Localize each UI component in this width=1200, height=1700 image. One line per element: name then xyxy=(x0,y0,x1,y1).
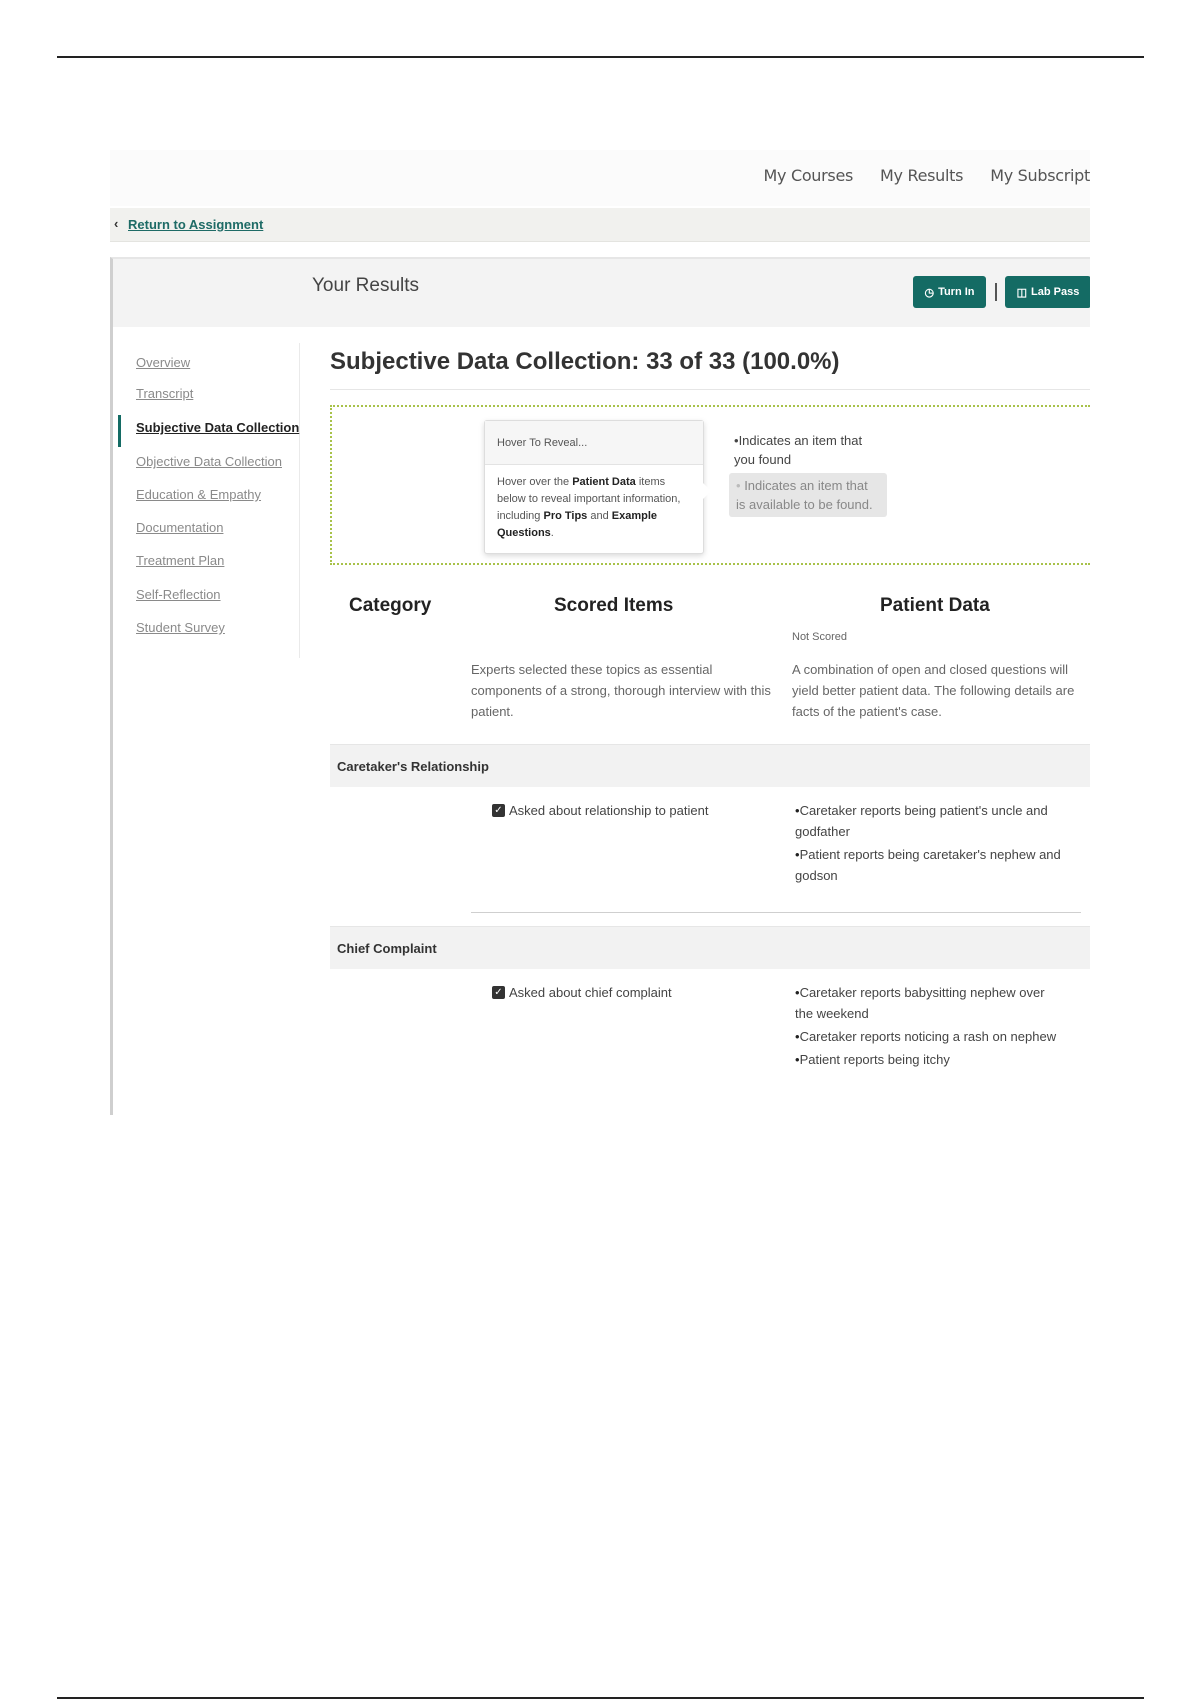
tooltip-bold: Example Questions xyxy=(497,510,658,539)
sidebar-item-overview[interactable]: Overview xyxy=(136,355,191,370)
lab-pass-label: Lab Pass xyxy=(1031,286,1080,298)
scored-items-description: Experts selected these topics as essential components of a strong, thorough interview with this patient. xyxy=(471,662,771,719)
results-sidebar xyxy=(118,343,300,658)
active-indicator xyxy=(118,415,121,447)
page-title: Your Results xyxy=(312,275,420,296)
scored-item xyxy=(492,803,708,818)
return-bar xyxy=(110,208,1090,242)
legend-box xyxy=(330,405,1090,565)
scored-item xyxy=(492,985,672,1000)
legend-found-text: Indicates an item that you found xyxy=(734,433,863,467)
turn-in-button[interactable] xyxy=(913,276,986,308)
patient-data-item[interactable]: • Patient reports being caretaker's nephew and godson xyxy=(795,844,1065,886)
column-header-scored-items: Scored Items xyxy=(554,595,674,616)
scored-item-label: Asked about relationship to patient xyxy=(509,803,709,818)
section-title: Subjective Data Collection: 33 of 33 (100.0%) xyxy=(330,348,840,375)
tooltip-text: Hover over the xyxy=(497,476,573,488)
sidebar-item-self-reflection[interactable]: Self-Reflection xyxy=(136,587,221,602)
column-header-category: Category xyxy=(349,595,432,616)
patient-data-item[interactable]: • Caretaker reports being patient's uncle and godfather xyxy=(795,800,1065,842)
checkbox-checked-icon: ✓ xyxy=(492,804,505,817)
lab-pass-button[interactable] xyxy=(1005,276,1090,308)
category-row-header: Caretaker's Relationship xyxy=(330,744,1090,787)
sidebar-item-subjective-data-collection[interactable]: Subjective Data Collection xyxy=(136,420,300,435)
patient-data-item[interactable]: • Patient reports being itchy xyxy=(795,1049,1065,1070)
checkbox-checked-icon: ✓ xyxy=(492,986,505,999)
title-divider xyxy=(330,389,1090,390)
chevron-left-icon: ‹ xyxy=(114,216,119,231)
nav-my-courses[interactable]: My Courses xyxy=(763,166,854,185)
page-bottom-rule xyxy=(57,1697,1144,1699)
category-row-header: Chief Complaint xyxy=(330,926,1090,969)
sidebar-item-treatment-plan[interactable]: Treatment Plan xyxy=(136,553,225,568)
patient-data-list xyxy=(795,982,1065,1072)
document-icon: ◫ xyxy=(1016,286,1028,299)
sidebar-item-documentation[interactable]: Documentation xyxy=(136,520,224,535)
tooltip-text: items below to reveal important information, including xyxy=(497,476,681,522)
hover-tooltip xyxy=(484,420,704,554)
patient-data-description: A combination of open and closed questions will yield better patient data. The following details are facts of the patient's case. xyxy=(792,662,1075,719)
tooltip-arrow xyxy=(703,483,711,499)
tooltip-title: Hover To Reveal... xyxy=(485,421,703,465)
button-divider xyxy=(995,283,997,301)
tooltip-text: and xyxy=(587,510,612,522)
sidebar-item-objective-data-collection[interactable]: Objective Data Collection xyxy=(136,454,282,469)
legend-available-text: Indicates an item that is available to be found. xyxy=(736,478,873,512)
not-scored-label: Not Scored xyxy=(792,631,848,643)
bullet-icon: • xyxy=(736,478,741,493)
legend-found xyxy=(734,431,884,469)
sidebar-item-transcript[interactable]: Transcript xyxy=(136,386,194,401)
page-top-rule xyxy=(57,56,1144,58)
sidebar-item-student-survey[interactable]: Student Survey xyxy=(136,620,225,635)
scored-item-label: Asked about chief complaint xyxy=(509,985,672,1000)
left-frame-border xyxy=(110,327,113,1115)
sidebar-item-education-empathy[interactable]: Education & Empathy xyxy=(136,487,262,502)
results-header xyxy=(110,257,1090,327)
top-navigation xyxy=(110,150,1090,206)
tooltip-body xyxy=(485,465,703,551)
screenshot-frame xyxy=(110,150,1090,1115)
patient-data-list xyxy=(795,800,1065,888)
turn-in-label: Turn In xyxy=(938,286,975,298)
nav-my-results[interactable]: My Results xyxy=(880,166,964,185)
tooltip-text: . xyxy=(550,527,554,539)
bullet-icon: • xyxy=(734,433,739,448)
return-to-assignment-link[interactable]: Return to Assignment xyxy=(128,217,264,232)
tooltip-bold: Patient Data xyxy=(572,476,636,488)
patient-data-item[interactable]: • Caretaker reports babysitting nephew over the weekend xyxy=(795,982,1065,1024)
legend-available xyxy=(729,473,887,517)
nav-my-subscriptions[interactable]: My Subscript xyxy=(990,166,1090,185)
row-divider xyxy=(471,912,1081,913)
tooltip-bold: Pro Tips xyxy=(543,510,588,522)
column-header-patient-data: Patient Data xyxy=(880,595,990,616)
patient-data-item[interactable]: • Caretaker reports noticing a rash on nephew xyxy=(795,1026,1065,1047)
clock-icon: ◷ xyxy=(924,286,935,299)
